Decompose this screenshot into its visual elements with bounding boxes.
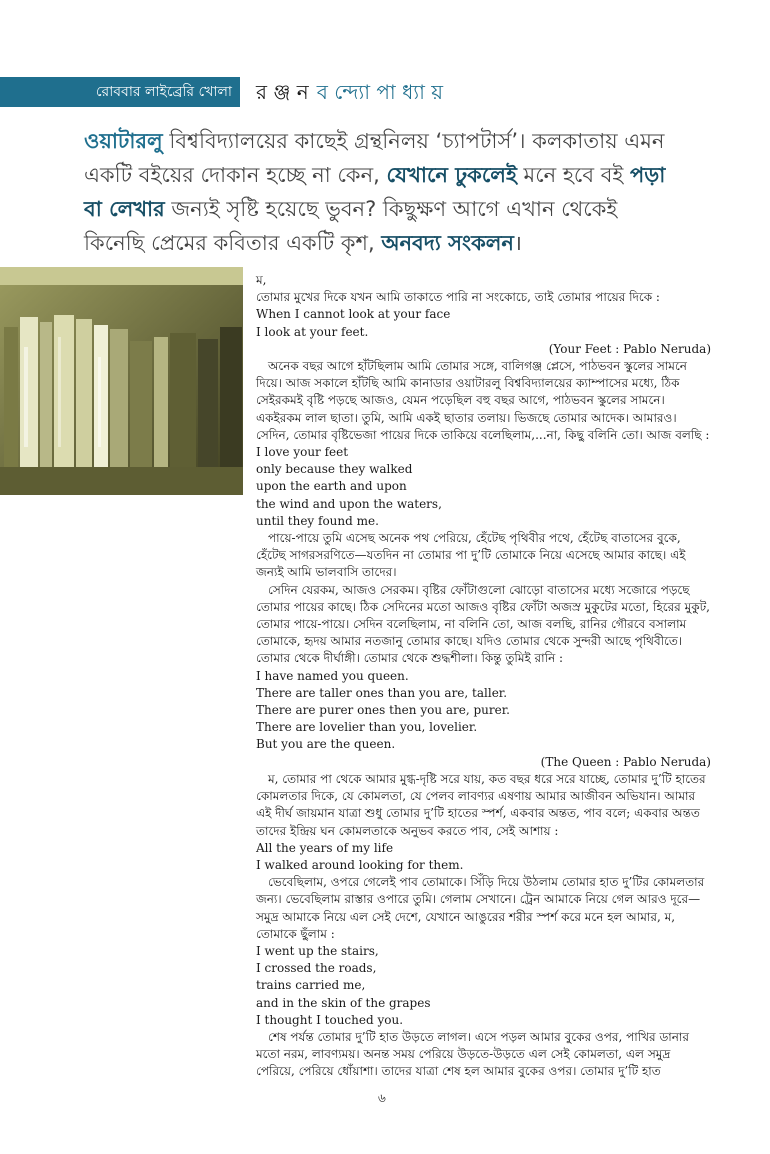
poem-line: trains carried me, (256, 978, 366, 993)
poem-line: There are purer ones then you are, purer. (256, 703, 510, 718)
paragraph: পায়ে-পায়ে তুমি এসেছ অনেক পথ পেরিয়ে, হেঁটেছ পৃথিবীর পথে, হেঁটেছ বাতাসের বুকে, হেঁটেছ সাগরসরণিতে—যতদিন না তোমার পা দু’টি তোমাকে নিয়ে এসেছে আমার কাছে। এই জন্যই আমি ভালবাসি তাদের। (256, 531, 686, 580)
poem-line: I look at your feet. (256, 324, 369, 339)
author-name (256, 79, 443, 105)
salutation: ম, (256, 273, 267, 287)
paragraph: ম, তোমার পা থেকে আমার মুগ্ধ-দৃষ্টি সরে যায়, কত বছর ধরে সরে যাচ্ছে, তোমার দু’টি হাতের কোমলতার দিকে, যে কোমলতা, যে পেলব লাবণ্যর এষণায় আমার আজীবন অভিযান। আমার এই দীর্ঘ জায়মান যাত্রা শুধু তোমার দু’টি হাতের স্পর্শ, একবার অন্তত, পাব বলে; একবার অন্তত তাদের ইন্দ্রিয় ঘন কোমলতাকে অনুভব করতে পাব, সেই আশায় : (256, 771, 706, 838)
poem-line: only because they walked (256, 462, 413, 477)
poem-line: There are taller ones than you are, taller. (256, 685, 508, 700)
headline-highlight-entering: যেখানে ঢুকলেই (386, 163, 517, 187)
poem-line: But you are the queen. (256, 737, 396, 752)
poem-line: I crossed the roads, (256, 961, 377, 976)
headline-text-1: বিশ্ববিদ্যালয়ের কাছেই গ্রন্থনিলয় ‘চ্যাপটার্স’। কলকাতায় এমন একটি বইয়ের দোকান হচ্ছে না কেন, (84, 129, 665, 187)
headline (84, 124, 684, 260)
headline-text-3: জন্যই সৃষ্টি হয়েছে ভুবন? কিছুক্ষণ আগে এখান থেকেই কিনেছি প্রেমের কবিতার একটি কৃশ, (84, 197, 618, 255)
headline-text-4: । (513, 231, 522, 255)
headline-highlight-waterloo: ওয়াটারলু (84, 129, 163, 153)
headline-highlight-reading: পড়া বা লেখার (84, 163, 666, 221)
paragraph: শেষ পর্যন্ত তোমার দু’টি হাত উড়তে লাগল। এসে পড়ল আমার বুকের ওপর, পাখির ডানার মতো নরম, লাবণ্যময়। অনন্ত সময় পেরিয়ে উড়তে-উড়তে এল সেই কোমলতা, এল সমুদ্র পেরিয়ে, পেরিয়ে ধোঁয়াশা। তাদের যাত্রা শেষ হল আমার বুকের ওপর। তোমার দু’টি হাত (256, 1029, 689, 1079)
intro-paragraph: তোমার মুখের দিকে যখন আমি তাকাতে পারি না সংকোচে, তাই তোমার পায়ের দিকে : (256, 290, 660, 305)
poem-line: I thought I touched you. (256, 1012, 404, 1027)
section-label: রোববার লাইব্রেরি খোলা (95, 84, 232, 100)
page-number: ৬ (378, 1091, 386, 1105)
bookshelf-photo (0, 267, 243, 495)
poem-source: (The Queen : Pablo Neruda) (540, 754, 711, 769)
author-last-name: ব ন্দ্যো পা ধ্যা য় (316, 80, 444, 104)
poem-line: upon the earth and upon (256, 479, 407, 494)
paragraph: সেদিন যেরকম, আজও সেরকম। বৃষ্টির ফোঁটাগুলো ঝোড়ো বাতাসের মধ্যে সজোরে পড়ছে তোমার পায়ের কাছে। ঠিক সেদিনের মতো আজও বৃষ্টির ফোঁটা অজস্র মুকুটের মতো, হিরের মুকুট, তোমার পায়ে-পায়ে। সেদিন বলেছিলাম, না বলিনি তো, আজ বলছি, রানির গৌরবে বসালাম তোমাকে, হৃদয় আমার নতজানু তোমার কাছে। যদিও তোমার থেকে সুন্দরী আছে পৃথিবীতে। তোমার থেকে দীর্ঘাঙ্গী। তোমার থেকে শুদ্ধশীলা। কিন্তু তুমিই রানি : (256, 582, 710, 666)
author-first-name: র ঞ্জ ন (256, 80, 309, 104)
poem-line: the wind and upon the waters, (256, 496, 442, 511)
poem-line: There are lovelier than you, lovelier. (256, 720, 478, 735)
poem-line: and in the skin of the grapes (256, 995, 431, 1010)
poem-line: until they found me. (256, 513, 379, 528)
section-label-band (0, 77, 240, 107)
headline-highlight-anthology: অনবদ্য সংকলন (381, 231, 514, 255)
article-body (256, 272, 711, 1081)
poem-line: I went up the stairs, (256, 943, 379, 958)
poem-source: (Your Feet : Pablo Neruda) (548, 341, 711, 356)
poem-line: I love your feet (256, 445, 349, 460)
headline-text-2: মনে হবে বই (516, 163, 630, 187)
poem-line: All the years of my life (256, 840, 394, 855)
poem-line: When I cannot look at your face (256, 307, 451, 322)
poem-line: I have named you queen. (256, 668, 409, 683)
poem-line: I walked around looking for them. (256, 857, 464, 872)
paragraph: অনেক বছর আগে হাঁটছিলাম আমি তোমার সঙ্গে, বালিগঞ্জ প্লেসে, পাঠভবন স্কুলের সামনে দিয়ে। আজ সকালে হাঁটছি আমি কানাডার ওয়াটারলু বিশ্ববিদ্যালয়ের ক্যাম্পাসের মধ্যে, ঠিক সেইরকমই বৃষ্টি পড়ছে আজও, যেমন পড়েছিল বহু বছর আগে, পাঠভবন স্কুলের সামনে। একইরকম লাল ছাতা। তুমি, আমি একই ছাতার তলায়। ভিজছে তোমার আদেক। আমারও। সেদিন, তোমার বৃষ্টিভেজা পায়ের দিকে তাকিয়ে বলেছিলাম,...না, কিছু বলিনি তো। আজ বলছি : (256, 359, 710, 442)
paragraph: ভেবেছিলাম, ওপরে গেলেই পাব তোমাকে। সিঁড়ি দিয়ে উঠলাম তোমার হাত দু’টির কোমলতার জন্য। ভেবেছিলাম রাস্তার ওপারে তুমি। গেলাম সেখানে। ট্রেন আমাকে নিয়ে গেল আরও দূরে—সমুদ্র আমাকে নিয়ে এল সেই দেশে, যেখানে আঙুরের শরীর স্পর্শ করে মনে হল আমার, ম, তোমাকে ছুঁলাম : (256, 875, 705, 941)
